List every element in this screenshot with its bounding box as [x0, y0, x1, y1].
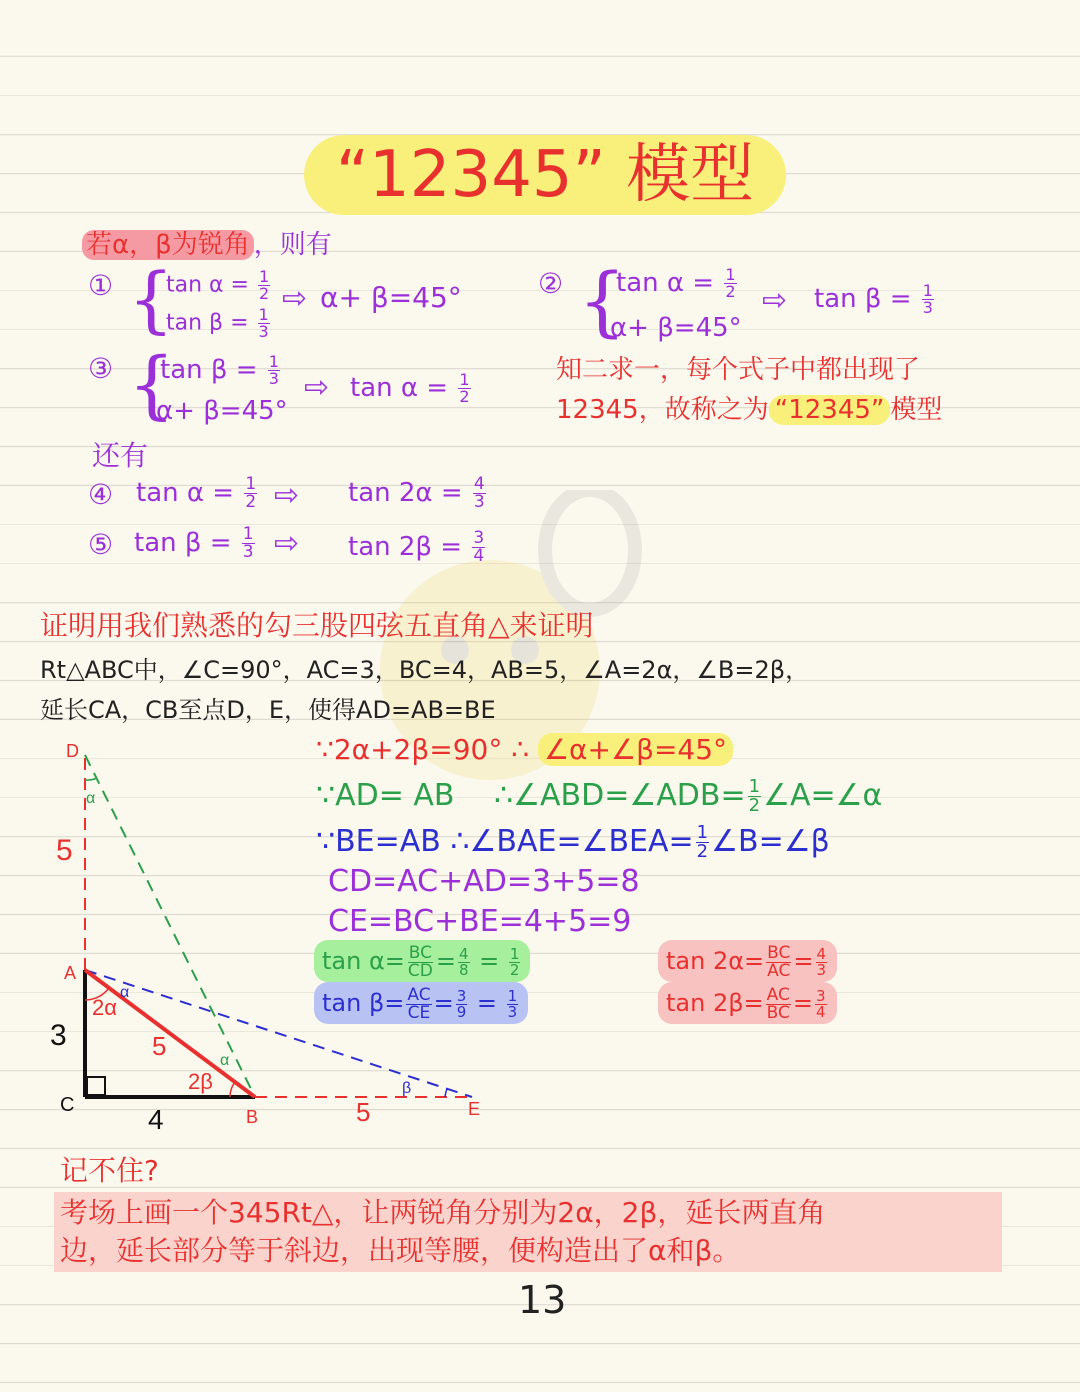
step-1: ∵2α+2β=90° ∴ ∠α+∠β=45° — [316, 730, 733, 770]
case-5-right: tan 2β = $\frac{3}{4}$ — [348, 528, 485, 566]
case-4-right: tan 2α = $\frac{4}{3}$ — [348, 474, 485, 512]
label-length-AD: 5 — [56, 834, 73, 867]
intro-condition: 若α，β为锐角 — [82, 230, 254, 260]
case-2-result: tan β = $\frac{1}{3}$ — [814, 281, 933, 317]
case-1-number: ① — [88, 269, 114, 302]
label-length-CB: 4 — [148, 1104, 164, 1135]
page-number: 13 — [518, 1278, 567, 1322]
note-line-2: 12345，故称之为 “12345” 模型 — [556, 395, 943, 425]
label-length-BE: 5 — [356, 1097, 371, 1127]
case-3-brace: { — [128, 342, 176, 428]
tip-line-1: 考场上画一个345Rt△，让两锐角分别为2α，2β，延长两直角 — [60, 1196, 826, 1229]
tan-2beta: tan 2β= $\frac{AC}{BC}$ = $\frac{3}{4}$ — [658, 982, 837, 1024]
label-angle-E-beta: β — [402, 1080, 412, 1097]
label-length-AC: 3 — [50, 1019, 67, 1052]
case-3-result: tan α = $\frac{1}{2}$ — [350, 370, 470, 406]
angle-arc-B — [230, 1082, 235, 1097]
label-angle-A-alpha: α — [120, 984, 130, 1001]
label-A: A — [64, 963, 77, 983]
case-2-line-1: tan α = $\frac{1}{2}$ — [616, 265, 736, 301]
case-5 — [88, 524, 528, 572]
case-1 — [88, 257, 488, 345]
segment-AE — [85, 970, 472, 1097]
tan-beta: tan β= $\frac{AC}{CE}$ = $\frac{3}{9}$ = $\frac{1}{3}$ — [314, 982, 528, 1024]
case-2-brace: { — [578, 256, 627, 345]
case-2-line-2: α+ β=45° — [610, 313, 742, 343]
label-E: E — [468, 1099, 481, 1119]
step-2: ∵AD= AB ∴∠ABD=∠ADB= $\frac{1}{2}$ ∠A=∠α — [316, 776, 883, 816]
label-angle-B-alpha: α — [220, 1052, 230, 1069]
intro-line — [82, 227, 332, 263]
tan-2alpha: tan 2α= $\frac{BC}{AC}$ = $\frac{4}{3}$ — [658, 940, 837, 982]
angle-arc-D — [85, 778, 97, 780]
label-B: B — [246, 1107, 259, 1127]
note-line-1: 知二求一，每个式子中都出现了 — [556, 355, 921, 385]
case-3-line-1: tan β = $\frac{1}{3}$ — [160, 352, 279, 388]
case-5-arrow-icon: ⇨ — [274, 526, 300, 561]
step-1-highlight: ∠α+∠β=45° — [538, 733, 733, 766]
case-3-arrow-icon: ⇨ — [304, 370, 330, 405]
given-line-1: Rt△ABC中，∠C=90°，AC=3，BC=4，AB=5，∠A=2α，∠B=2β， — [40, 656, 810, 684]
case-1-result: α+ β=45° — [320, 281, 462, 314]
given-line-2: 延长CA，CB至点D，E，使得AD=AB=BE — [40, 696, 496, 724]
case-1-line-2: tan β = $\frac{1}{3}$ — [166, 305, 269, 341]
case-3-number: ③ — [88, 352, 114, 385]
case-4-number: ④ — [88, 478, 114, 511]
proof-title: 证明用我们熟悉的勾三股四弦五直角△来证明 — [40, 609, 594, 642]
label-angle-D-alpha: α — [86, 790, 96, 807]
page-title: “12345” 模型 — [304, 135, 786, 215]
step-5: CE=BC+BE=4+5=9 — [328, 904, 632, 939]
case-2 — [538, 256, 968, 350]
note-model-name: “12345” — [769, 395, 891, 425]
case-1-arrow-icon: ⇨ — [282, 281, 308, 316]
label-C: C — [60, 1094, 75, 1116]
case-2-arrow-icon: ⇨ — [762, 283, 788, 318]
case-5-number: ⑤ — [88, 528, 114, 561]
case-4-left: tan α = $\frac{1}{2}$ — [136, 474, 257, 512]
tip-box — [54, 1192, 1002, 1272]
label-length-AB: 5 — [152, 1031, 167, 1061]
step-4: CD=AC+AD=3+5=8 — [328, 864, 640, 899]
tip-line-2: 边，延长部分等于斜边，出现等腰，便构造出了α和β。 — [60, 1234, 741, 1267]
case-4 — [88, 472, 528, 520]
segment-AB — [85, 970, 255, 1097]
case-1-line-1: tan α = $\frac{1}{2}$ — [166, 267, 270, 303]
label-angle-2a: 2α — [92, 995, 117, 1020]
tan-alpha: tan α= $\frac{BC}{CD}$ = $\frac{4}{8}$ = $\frac{1}{2}$ — [314, 940, 530, 982]
step-3: ∵BE=AB ∴∠BAE=∠BEA= $\frac{1}{2}$ ∠B=∠β — [316, 822, 830, 862]
case-5-left: tan β = $\frac{1}{3}$ — [134, 524, 254, 562]
label-angle-2b: 2β — [188, 1069, 213, 1094]
case-1-brace: { — [128, 257, 174, 341]
case-4-arrow-icon: ⇨ — [274, 478, 300, 513]
segment-DB — [85, 755, 255, 1097]
case-3 — [88, 342, 508, 435]
right-angle-mark — [87, 1077, 105, 1095]
case-3-line-2: α+ β=45° — [156, 396, 288, 426]
also-label: 还有 — [92, 439, 149, 472]
intro-then: ，则有 — [253, 230, 332, 260]
forgot-label: 记不住? — [60, 1154, 159, 1187]
angle-arc-E — [445, 1089, 447, 1097]
triangle-diagram — [40, 735, 500, 1135]
label-D: D — [66, 741, 79, 761]
case-2-number: ② — [538, 267, 564, 300]
